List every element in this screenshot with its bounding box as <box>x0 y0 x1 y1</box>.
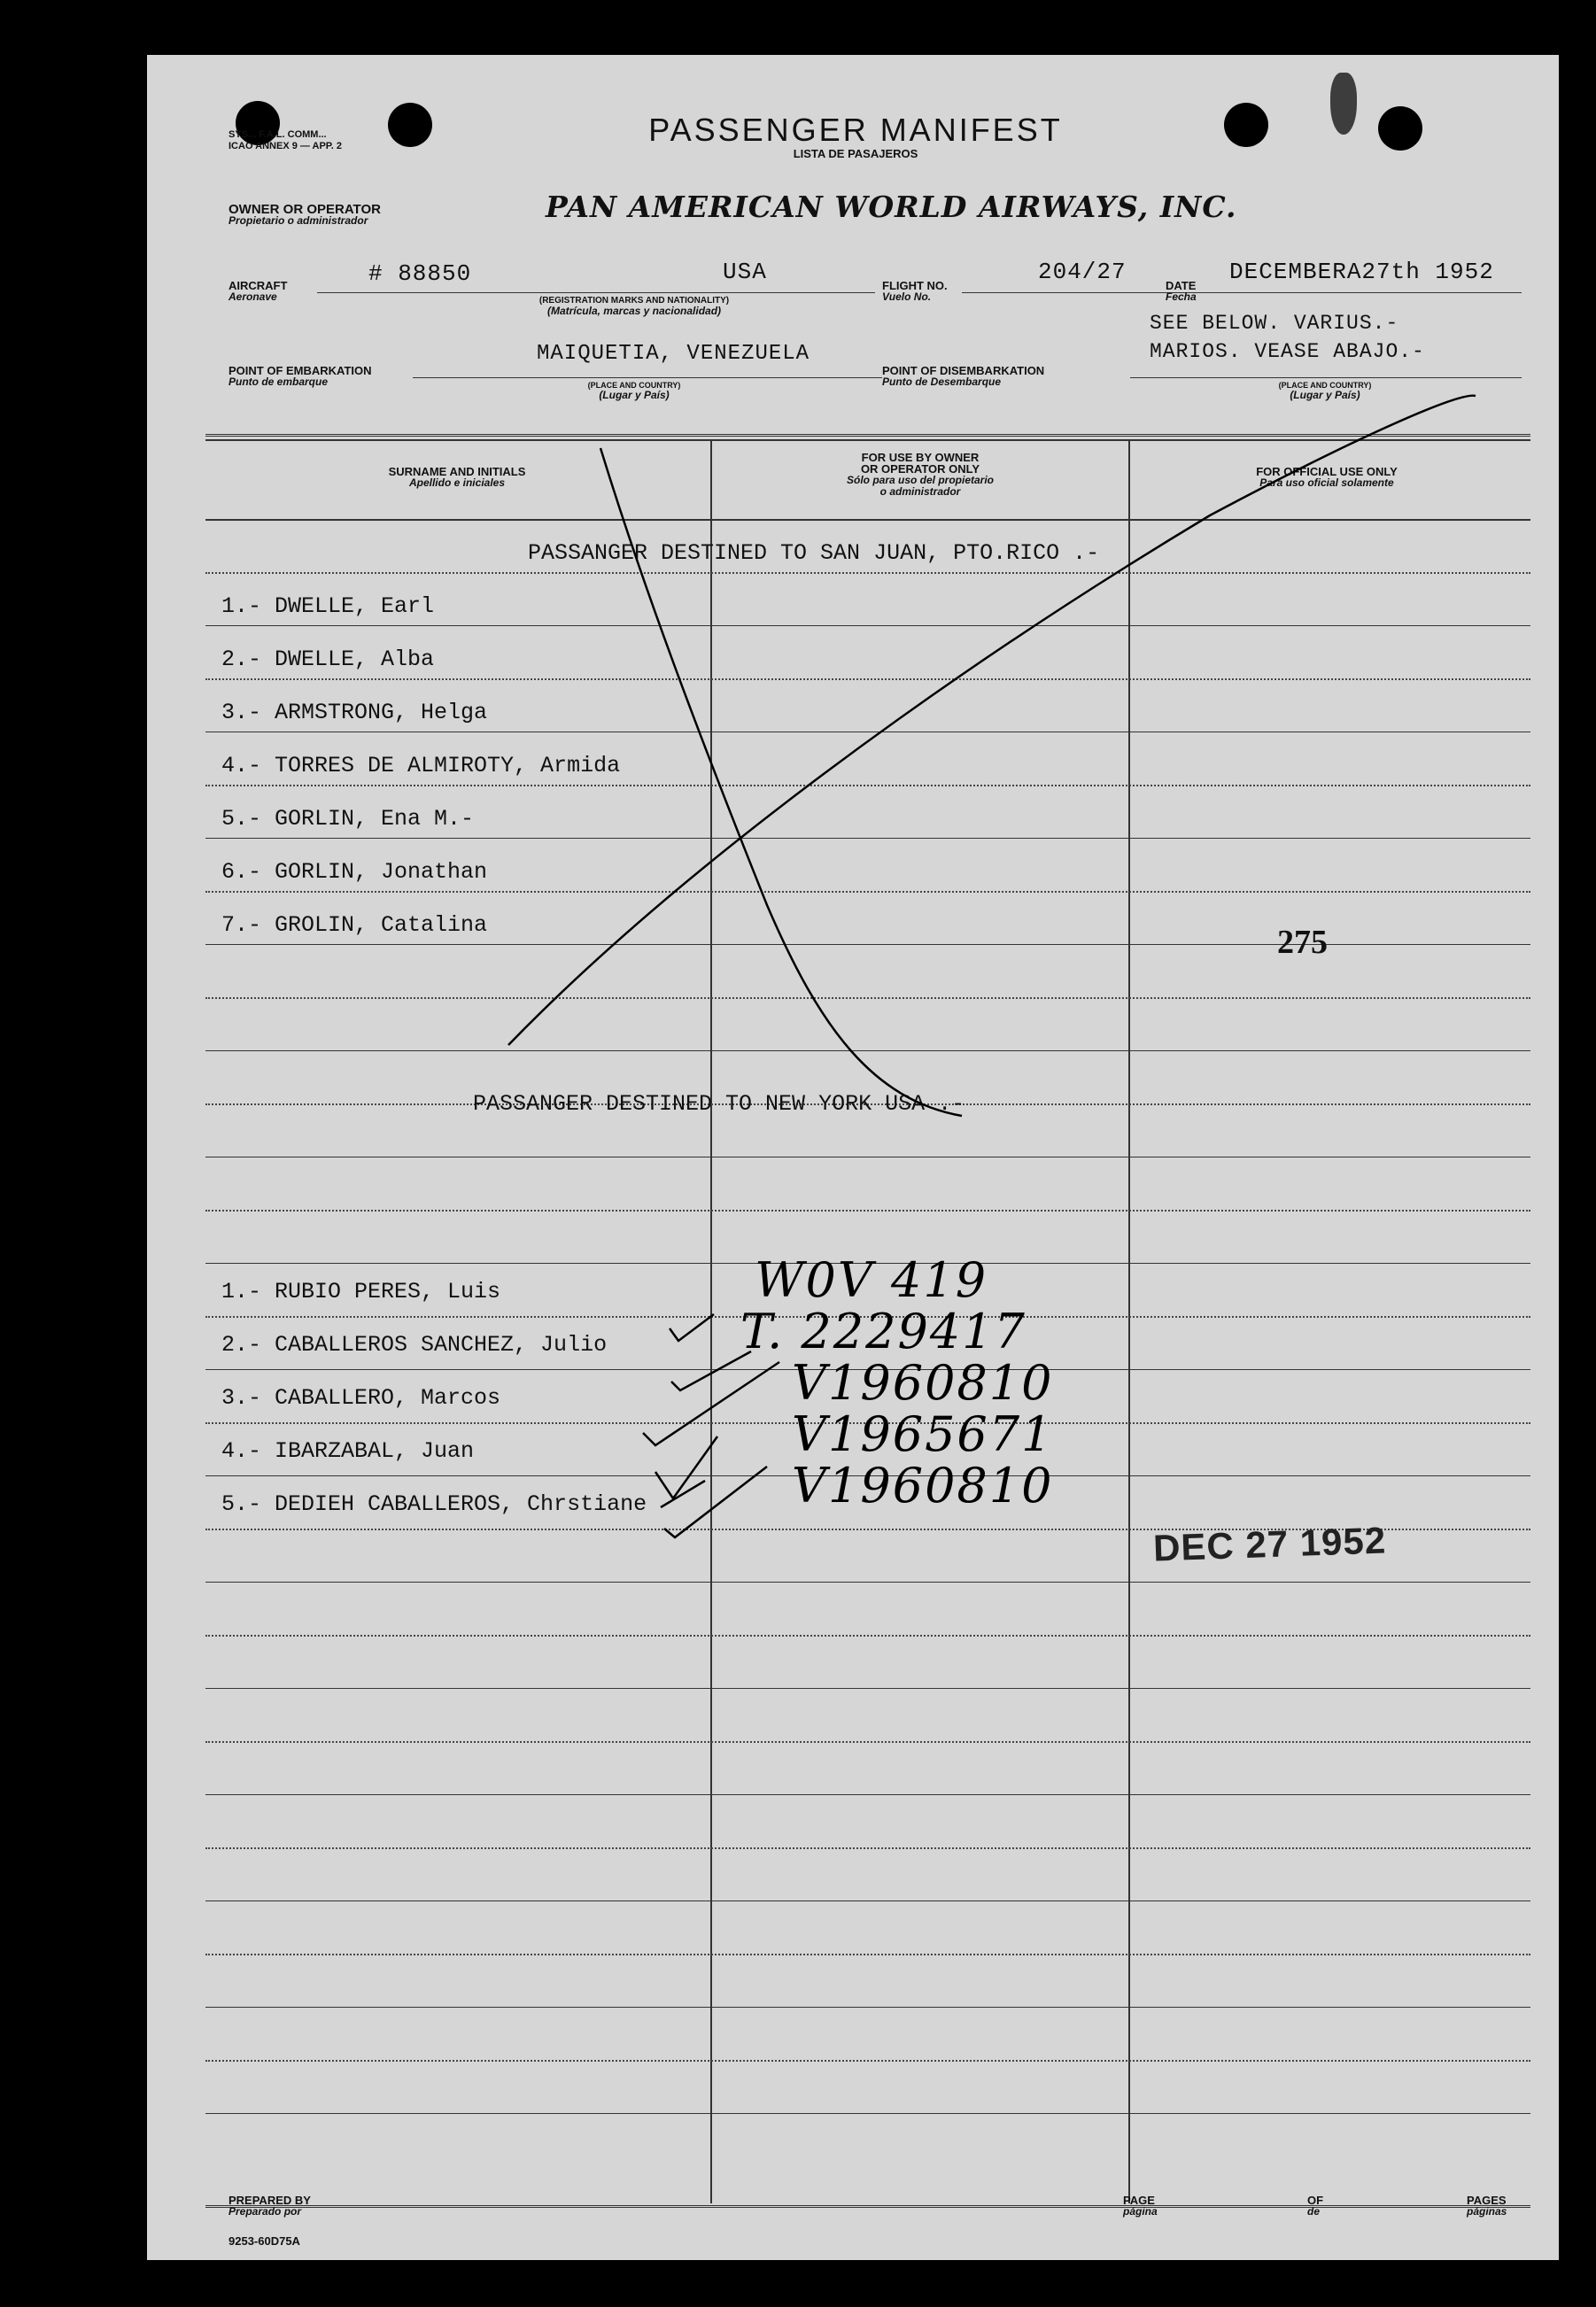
approval-line-2: ICAO ANNEX 9 — APP. 2 <box>229 141 342 151</box>
prepared-label: PREPARED BY <box>229 2194 311 2207</box>
disembark-label: POINT OF DISEMBARKATION <box>882 364 1045 377</box>
list-item: 1.- RUBIO PERES, Luis <box>221 1279 501 1304</box>
col1-header-label: SURNAME AND INITIALS <box>388 465 526 478</box>
list-item: 5.- DEDIEH CABALLEROS, Chrstiane <box>221 1491 647 1517</box>
handwritten-ref: V1965671 <box>792 1406 1054 1462</box>
flight-label-es: Vuelo No. <box>882 290 932 303</box>
owner-label: OWNER OR OPERATOR <box>229 202 381 217</box>
embark-value: MAIQUETIA, VENEZUELA <box>537 342 810 366</box>
disembark-label-es: Punto de Desembarque <box>882 375 1002 388</box>
list-item: 4.- TORRES DE ALMIROTY, Armida <box>221 753 621 778</box>
page-label-es: página <box>1123 2205 1158 2218</box>
handwritten-ref: T. 2229417 <box>740 1304 1027 1359</box>
embark-label-es: Punto de embarque <box>229 375 329 388</box>
of-label-es: de <box>1307 2205 1321 2218</box>
place-label-es: (Lugar y País) <box>1290 389 1360 401</box>
cross-out-stroke <box>600 448 962 1116</box>
col2-header-es-line-2: o administrador <box>879 485 961 498</box>
col3-header-label-es: Para uso oficial solamente <box>1259 476 1394 489</box>
list-item: 1.- DWELLE, Earl <box>221 593 435 619</box>
check-mark <box>664 1467 767 1537</box>
list-item: 6.- GORLIN, Jonathan <box>221 859 488 885</box>
handwritten-ref: V1960810 <box>792 1355 1054 1411</box>
pages-label: PAGES <box>1467 2194 1507 2207</box>
approval-line-1: SYS... F.A.L. COMM... <box>229 129 327 140</box>
col2-header-line-2: OR OPERATOR ONLY <box>860 462 980 476</box>
place-label: (PLACE AND COUNTRY) <box>1278 381 1372 390</box>
section2-heading: PASSANGER DESTINED TO NEW YORK USA .- <box>473 1091 965 1117</box>
aircraft-label: AIRCRAFT <box>229 279 288 292</box>
registration-label-es: (Matrícula, marcas y nacionalidad) <box>546 305 722 317</box>
registration-value: USA <box>723 259 767 285</box>
section1-heading: PASSANGER DESTINED TO SAN JUAN, PTO.RICO .- <box>528 540 1100 566</box>
col2-header-line-1: FOR USE BY OWNER <box>861 451 980 464</box>
pages-label-es: páginas <box>1467 2205 1507 2218</box>
page-subtitle: LISTA DE PASAJEROS <box>793 147 918 160</box>
handwritten-ref: W0V 419 <box>755 1252 988 1308</box>
place-label-es: (Lugar y País) <box>599 389 670 401</box>
form-number: 9253-60D75A <box>229 2234 300 2248</box>
check-mark <box>671 1351 751 1390</box>
disembark-value-2: MARIOS. VEASE ABAJO.- <box>1150 340 1425 363</box>
list-item: 3.- CABALLERO, Marcos <box>221 1385 501 1411</box>
flight-value: 204/27 <box>1038 259 1127 285</box>
pen-strokes <box>147 55 1559 2260</box>
disembark-value-1: SEE BELOW. VARIUS.- <box>1150 312 1399 335</box>
official-number: 275 <box>1277 924 1328 961</box>
embark-label: POINT OF EMBARKATION <box>229 364 372 377</box>
prepared-label-es: Preparado por <box>229 2205 302 2218</box>
flight-label: FLIGHT NO. <box>882 279 948 292</box>
cross-out-stroke <box>508 396 1476 1045</box>
list-item: 2.- CABALLEROS SANCHEZ, Julio <box>221 1332 608 1358</box>
col1-header-label-es: Apellido e iniciales <box>408 476 506 489</box>
list-item: 3.- ARMSTRONG, Helga <box>221 700 488 725</box>
date-value: DECEMBERA27th 1952 <box>1229 259 1494 285</box>
place-label: (PLACE AND COUNTRY) <box>587 381 681 390</box>
page-title: PASSENGER MANIFEST <box>648 112 1063 148</box>
date-label-es: Fecha <box>1166 290 1197 303</box>
owner-label-es: Propietario o administrador <box>229 214 368 227</box>
list-item: 5.- GORLIN, Ena M.- <box>221 806 475 832</box>
col2-header-es-line-1: Sólo para uso del propietario <box>846 474 995 486</box>
list-item: 4.- IBARZABAL, Juan <box>221 1438 475 1464</box>
registration-label: (REGISTRATION MARKS AND NATIONALITY) <box>538 296 730 306</box>
date-stamp: DEC 27 1952 <box>1152 1519 1387 1569</box>
manifest-sheet <box>147 55 1559 2260</box>
list-item: 2.- DWELLE, Alba <box>221 646 435 672</box>
check-mark <box>655 1436 717 1507</box>
col3-header-label: FOR OFFICIAL USE ONLY <box>1256 465 1398 478</box>
of-label: OF <box>1307 2194 1324 2207</box>
airline-name: PAN AMERICAN WORLD AIRWAYS, INC. <box>546 190 1237 224</box>
aircraft-value: # 88850 <box>368 260 472 287</box>
page-label: PAGE <box>1123 2194 1155 2207</box>
list-item: 7.- GROLIN, Catalina <box>221 912 488 938</box>
check-mark <box>670 1314 714 1341</box>
date-label: DATE <box>1166 279 1197 292</box>
handwritten-ref: V1960810 <box>792 1458 1054 1513</box>
aircraft-label-es: Aeronave <box>229 290 277 303</box>
